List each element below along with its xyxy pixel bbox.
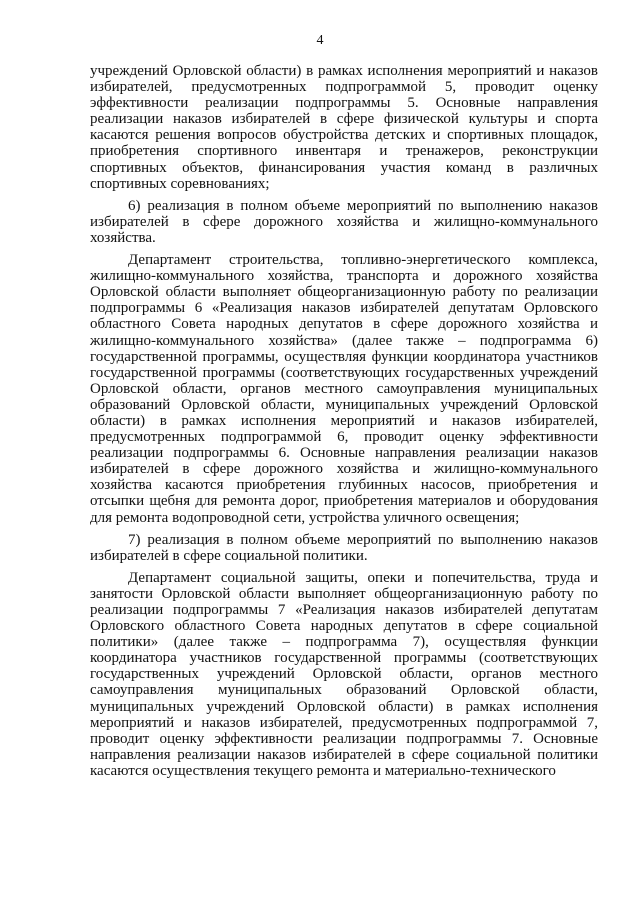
paragraph-department-social: Департамент социальной защиты, опеки и попечительства, труда и занятости Орловской области выполняет общеорганизационную работу по реализации подпрограммы 7 «Реализация наказов избирателей депутатам Орловского областного Совета народных депутатов в сфере социальной политики» (далее также – подпрограмма 7), осуществляя функции координатора участников государственной программы (соответствующих государственных учреждений Орловской области, органов местного самоуправления муниципальных образований Орловской области, муниципальных учреждений Орловской области) в рамках исполнения мероприятий и наказов избирателей, предусмотренных подпрограммой 7, проводит оценку эффективности реализации подпрограммы 7. Основные направления реализации наказов избирателей в сфере социальной политики касаются осуществления текущего ремонта и материально-технического [90, 569, 598, 779]
page-number: 4 [316, 33, 324, 48]
paragraph-continued: учреждений Орловской области) в рамках исполнения мероприятий и наказов избирателей, предусмотренных подпрограммой 5, проводит оценку эффективности реализации подпрограммы 5. Основные направления реализации наказов избирателей в сфере физической культуры и спорта касаются решения вопросов обустройства детских и спортивных площадок, приобретения спортивного инвентаря и тренажеров, реконструкции спортивных объектов, финансирования участия команд в различных спортивных соревнованиях; [90, 63, 598, 192]
paragraph-item-7: 7) реализация в полном объеме мероприятий по выполнению наказов избирателей в сфере социальной политики. [90, 531, 598, 564]
body-text [90, 63, 598, 779]
paragraph-department-construction: Департамент строительства, топливно-энергетического комплекса, жилищно-коммунального хозяйства, транспорта и дорожного хозяйства Орловской области выполняет общеорганизационную работу по реализации подпрограммы 6 «Реализация наказов избирателей депутатам Орловского областного Совета народных депутатов в сфере дорожного хозяйства и жилищно-коммунального хозяйства» (далее также – подпрограмма 6) государственной программы, осуществляя функции координатора участников государственной программы (соответствующих государственных учреждений Орловской области, органов местного самоуправления муниципальных образований Орловской области, муниципальных учреждений Орловской области) в рамках исполнения мероприятий и наказов избирателей, предусмотренных подпрограммой 6, проводит оценку эффективности реализации подпрограммы 6. Основные направления реализации наказов избирателей в сфере дорожного хозяйства и жилищно-коммунального хозяйства касаются приобретения глубинных насосов, приобретения и отсыпки щебня для ремонта дорог, приобретения материалов и оборудования для ремонта водопроводной сети, устройства уличного освещения; [90, 252, 598, 526]
paragraph-item-6: 6) реализация в полном объеме мероприятий по выполнению наказов избирателей в сфере дорожного хозяйства и жилищно-коммунального хозяйства. [90, 197, 598, 246]
